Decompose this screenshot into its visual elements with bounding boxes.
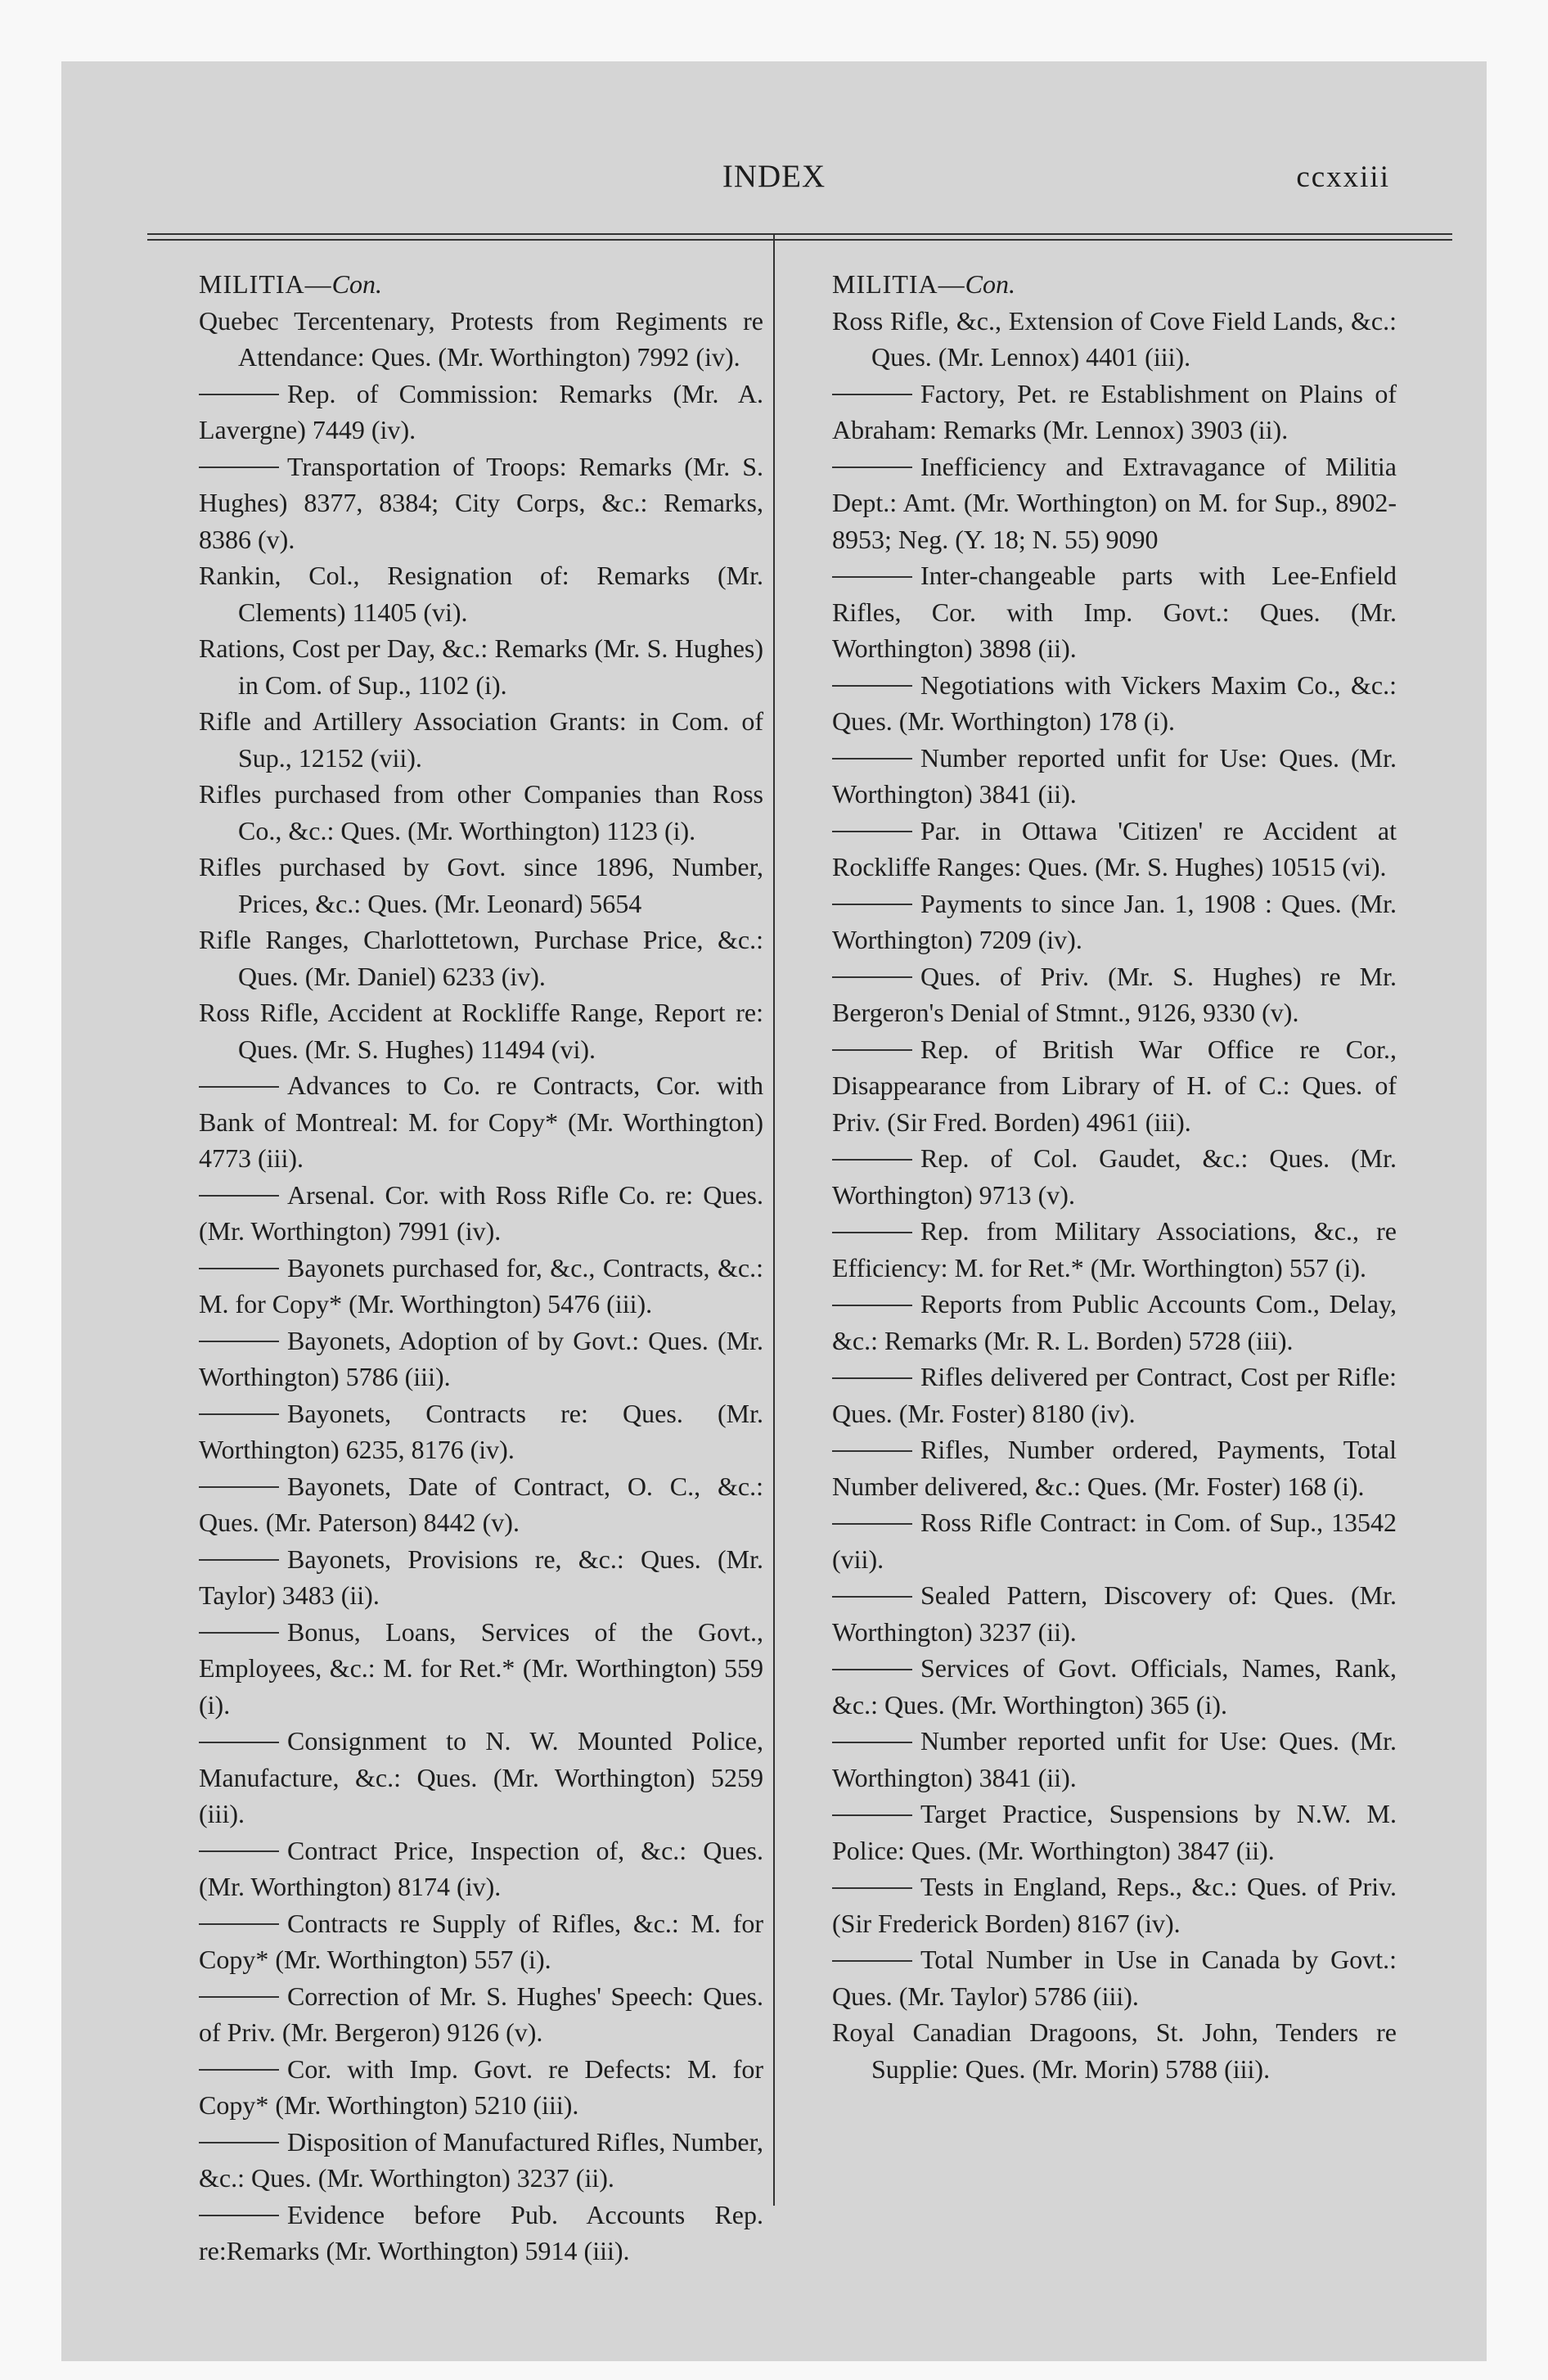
- entry-text: Rifle Ranges, Charlottetown, Purchase Price, &c.: Ques. (Mr. Daniel) 6233 (iv).: [199, 925, 763, 991]
- ditto-dash: [199, 1559, 279, 1561]
- index-subentry: [199, 1723, 763, 1832]
- ditto-dash: [199, 2142, 279, 2143]
- entry-text: Par. in Ottawa 'Citizen' re Accident at Rockliffe Ranges: Ques. (Mr. S. Hughes) 10515 (vi).: [832, 815, 1397, 881]
- heading-italic: Con.: [331, 269, 382, 299]
- header-rule-top: [147, 233, 1452, 235]
- scanned-page: [61, 61, 1487, 2361]
- entry-text: Royal Canadian Dragoons, St. John, Tenders re Supplie: Ques. (Mr. Morin) 5788 (iii).: [832, 2017, 1397, 2084]
- index-subentry: [832, 740, 1397, 813]
- ditto-dash: [832, 1450, 912, 1452]
- entry-text: Ross Rifle, &c., Extension of Cove Field Lands, &c.: Ques. (Mr. Lennox) 4401 (iii).: [832, 305, 1397, 372]
- entry-text: Arsenal. Cor. with Ross Rifle Co. re: Ques. (Mr. Worthington) 7991 (iv).: [199, 1179, 763, 1246]
- index-subentry: [832, 1504, 1397, 1577]
- ditto-dash: [832, 1742, 912, 1743]
- entry-text: Disposition of Manufactured Rifles, Number, &c.: Ques. (Mr. Worthington) 3237 (ii).: [199, 2126, 763, 2193]
- ditto-dash: [199, 1341, 279, 1342]
- ditto-dash: [832, 1377, 912, 1379]
- ditto-dash: [832, 831, 912, 832]
- index-subentry: [199, 1067, 763, 1177]
- entry-text: Tests in England, Reps., &c.: Ques. of Priv. (Sir Frederick Borden) 8167 (iv).: [832, 1872, 1397, 1938]
- ditto-dash: [199, 394, 279, 395]
- index-entry: [199, 994, 763, 1067]
- page-title: INDEX: [722, 159, 826, 194]
- ditto-dash: [199, 1996, 279, 1998]
- entry-text: Rifles purchased by Govt. since 1896, Number, Prices, &c.: Ques. (Mr. Leonard) 5654: [199, 852, 763, 918]
- entry-text: Rifle and Artillery Association Grants: in Com. of Sup., 12152 (vii).: [199, 706, 763, 773]
- index-subentry: [832, 1577, 1397, 1650]
- entry-text: Reports from Public Accounts Com., Delay, &c.: Remarks (Mr. R. L. Borden) 5728 (iii).: [832, 1289, 1397, 1355]
- index-subentry: [199, 2124, 763, 2197]
- ditto-dash: [832, 1887, 912, 1889]
- right-entries: [832, 303, 1397, 2088]
- heading-italic: Con.: [965, 269, 1015, 299]
- right-column-heading: [832, 266, 1397, 303]
- index-subentry: [832, 557, 1397, 667]
- ditto-dash: [832, 685, 912, 687]
- page-header: [61, 158, 1487, 207]
- index-subentry: [199, 1978, 763, 2051]
- entry-text: Bayonets, Date of Contract, O. C., &c.: Ques. (Mr. Paterson) 8442 (v).: [199, 1471, 763, 1537]
- entry-text: Inter-changeable parts with Lee-Enfield Rifles, Cor. with Imp. Govt.: Ques. (Mr. Worthington) 3898 (ii).: [832, 561, 1397, 663]
- ditto-dash: [199, 2215, 279, 2216]
- index-subentry: [199, 449, 763, 558]
- entry-text: Bayonets, Contracts re: Ques. (Mr. Worthington) 6235, 8176 (iv).: [199, 1398, 763, 1464]
- index-entry: [199, 703, 763, 776]
- index-subentry: [199, 1614, 763, 1724]
- ditto-dash: [199, 2069, 279, 2071]
- entry-text: Total Number in Use in Canada by Govt.: Ques. (Mr. Taylor) 5786 (iii).: [832, 1945, 1397, 2011]
- ditto-dash: [199, 1850, 279, 1852]
- ditto-dash: [199, 1742, 279, 1743]
- index-entry: [199, 630, 763, 703]
- index-entry: [199, 849, 763, 922]
- index-subentry: [832, 1286, 1397, 1359]
- entry-text: Bayonets purchased for, &c., Contracts, &c.: M. for Copy* (Mr. Worthington) 5476 (iii).: [199, 1252, 763, 1318]
- ditto-dash: [832, 1523, 912, 1525]
- page-number: ccxxiii: [1296, 160, 1390, 194]
- index-subentry: [199, 2197, 763, 2270]
- header-rule-bottom: [147, 239, 1452, 241]
- right-column: [832, 266, 1397, 2087]
- entry-text: Rifles purchased from other Companies than Ross Co., &c.: Ques. (Mr. Worthington) 1123 (i).: [199, 779, 763, 845]
- column-divider: [773, 233, 775, 2206]
- index-subentry: [199, 1323, 763, 1395]
- entry-text: Services of Govt. Officials, Names, Rank, &c.: Ques. (Mr. Worthington) 365 (i).: [832, 1653, 1397, 1720]
- index-subentry: [832, 1941, 1397, 2014]
- index-subentry: [832, 1213, 1397, 1286]
- ditto-dash: [199, 1268, 279, 1269]
- ditto-dash: [199, 467, 279, 468]
- entry-text: Ques. of Priv. (Mr. S. Hughes) re Mr. Bergeron's Denial of Stmnt., 9126, 9330 (v).: [832, 961, 1397, 1027]
- ditto-dash: [832, 394, 912, 395]
- entry-text: Rankin, Col., Resignation of: Remarks (Mr. Clements) 11405 (vi).: [199, 561, 763, 627]
- heading-main: MILITIA—: [199, 269, 332, 299]
- entry-text: Inefficiency and Extravagance of Militia Dept.: Amt. (Mr. Worthington) on M. for Sup., 8902-8953; Neg. (Y. 18; N. 55) 9090: [832, 451, 1397, 554]
- entry-text: Bonus, Loans, Services of the Govt., Employees, &c.: M. for Ret.* (Mr. Worthington) 559 (i).: [199, 1616, 763, 1720]
- ditto-dash: [832, 1232, 912, 1233]
- ditto-dash: [832, 1596, 912, 1598]
- entry-text: Bayonets, Provisions re, &c.: Ques. (Mr. Taylor) 3483 (ii).: [199, 1544, 763, 1610]
- entry-text: Transportation of Troops: Remarks (Mr. S. Hughes) 8377, 8384; City Corps, &c.: Remarks, 8386 (v).: [199, 451, 763, 554]
- entry-text: Consignment to N. W. Mounted Police, Manufacture, &c.: Ques. (Mr. Worthington) 5259 (iii).: [199, 1726, 763, 1828]
- index-subentry: [832, 1031, 1397, 1141]
- entry-text: Bayonets, Adoption of by Govt.: Ques. (Mr. Worthington) 5786 (iii).: [199, 1325, 763, 1391]
- ditto-dash: [199, 1486, 279, 1488]
- entry-text: Contract Price, Inspection of, &c.: Ques. (Mr. Worthington) 8174 (iv).: [199, 1835, 763, 1901]
- index-subentry: [832, 813, 1397, 886]
- ditto-dash: [832, 976, 912, 978]
- index-subentry: [832, 1431, 1397, 1504]
- index-entry: [832, 2014, 1397, 2087]
- index-subentry: [832, 376, 1397, 449]
- ditto-dash: [199, 1086, 279, 1088]
- entry-text: Ross Rifle, Accident at Rockliffe Range, Report re: Ques. (Mr. S. Hughes) 11494 (vi).: [199, 998, 763, 1064]
- ditto-dash: [832, 1669, 912, 1670]
- entry-text: Rifles delivered per Contract, Cost per Rifle: Ques. (Mr. Foster) 8180 (iv).: [832, 1362, 1397, 1428]
- index-subentry: [199, 1468, 763, 1541]
- index-subentry: [832, 1723, 1397, 1796]
- index-subentry: [832, 1140, 1397, 1213]
- heading-main: MILITIA—: [832, 269, 965, 299]
- index-subentry: [832, 1868, 1397, 1941]
- left-entries: [199, 303, 763, 2270]
- index-subentry: [199, 1177, 763, 1250]
- index-subentry: [832, 449, 1397, 558]
- ditto-dash: [199, 1195, 279, 1197]
- entry-text: Payments to since Jan. 1, 1908 : Ques. (Mr. Worthington) 7209 (iv).: [832, 888, 1397, 954]
- entry-text: Correction of Mr. S. Hughes' Speech: Ques. of Priv. (Mr. Bergeron) 9126 (v).: [199, 1981, 763, 2047]
- entry-text: Contracts re Supply of Rifles, &c.: M. for Copy* (Mr. Worthington) 557 (i).: [199, 1908, 763, 1974]
- entry-text: Evidence before Pub. Accounts Rep. re:Remarks (Mr. Worthington) 5914 (iii).: [199, 2199, 763, 2265]
- index-subentry: [199, 1250, 763, 1323]
- index-subentry: [199, 2051, 763, 2124]
- entry-text: Quebec Tercentenary, Protests from Regiments re Attendance: Ques. (Mr. Worthington) 7992 (iv).: [199, 305, 763, 372]
- index-entry: [199, 922, 763, 994]
- ditto-dash: [832, 467, 912, 468]
- ditto-dash: [832, 904, 912, 905]
- index-entry: [199, 303, 763, 376]
- entry-text: Number reported unfit for Use: Ques. (Mr. Worthington) 3841 (ii).: [832, 742, 1397, 809]
- index-entry: [199, 776, 763, 849]
- entry-text: Rep. from Military Associations, &c., re Efficiency: M. for Ret.* (Mr. Worthington) 557 (i).: [832, 1216, 1397, 1282]
- ditto-dash: [832, 1159, 912, 1161]
- left-column: [199, 266, 763, 2270]
- entry-text: Advances to Co. re Contracts, Cor. with Bank of Montreal: M. for Copy* (Mr. Worthington) 4773 (iii).: [199, 1071, 763, 1173]
- entry-text: Cor. with Imp. Govt. re Defects: M. for Copy* (Mr. Worthington) 5210 (iii).: [199, 2053, 763, 2120]
- index-subentry: [199, 1395, 763, 1468]
- entry-text: Rations, Cost per Day, &c.: Remarks (Mr. S. Hughes) in Com. of Sup., 1102 (i).: [199, 633, 763, 700]
- entry-text: Rifles, Number ordered, Payments, Total Number delivered, &c.: Ques. (Mr. Foster) 168 (i).: [832, 1435, 1397, 1501]
- index-subentry: [832, 1359, 1397, 1431]
- ditto-dash: [832, 758, 912, 760]
- entry-text: Rep. of Commission: Remarks (Mr. A. Lavergne) 7449 (iv).: [199, 378, 763, 444]
- index-subentry: [832, 886, 1397, 958]
- ditto-dash: [199, 1632, 279, 1634]
- index-entry: [832, 303, 1397, 376]
- entry-text: Negotiations with Vickers Maxim Co., &c.: Ques. (Mr. Worthington) 178 (i).: [832, 669, 1397, 736]
- entry-text: Ross Rifle Contract: in Com. of Sup., 13542 (vii).: [832, 1508, 1397, 1574]
- index-subentry: [832, 1796, 1397, 1868]
- ditto-dash: [832, 1305, 912, 1306]
- index-subentry: [199, 376, 763, 449]
- ditto-dash: [832, 1049, 912, 1051]
- ditto-dash: [199, 1923, 279, 1925]
- entry-text: Number reported unfit for Use: Ques. (Mr. Worthington) 3841 (ii).: [832, 1726, 1397, 1792]
- index-subentry: [832, 958, 1397, 1031]
- index-subentry: [832, 1650, 1397, 1723]
- entry-text: Rep. of Col. Gaudet, &c.: Ques. (Mr. Worthington) 9713 (v).: [832, 1143, 1397, 1210]
- ditto-dash: [199, 1413, 279, 1415]
- index-subentry: [199, 1905, 763, 1978]
- index-subentry: [832, 667, 1397, 740]
- entry-text: Sealed Pattern, Discovery of: Ques. (Mr. Worthington) 3237 (ii).: [832, 1580, 1397, 1647]
- index-subentry: [199, 1541, 763, 1614]
- entry-text: Target Practice, Suspensions by N.W. M. Police: Ques. (Mr. Worthington) 3847 (ii).: [832, 1799, 1397, 1865]
- entry-text: Rep. of British War Office re Cor., Disappearance from Library of H. of C.: Ques. of Priv. (Sir Fred. Borden) 4961 (iii).: [832, 1034, 1397, 1137]
- entry-text: Factory, Pet. re Establishment on Plains of Abraham: Remarks (Mr. Lennox) 3903 (ii).: [832, 378, 1397, 444]
- index-subentry: [199, 1832, 763, 1905]
- left-column-heading: [199, 266, 763, 303]
- ditto-dash: [832, 1814, 912, 1816]
- ditto-dash: [832, 1960, 912, 1962]
- ditto-dash: [832, 576, 912, 578]
- index-entry: [199, 557, 763, 630]
